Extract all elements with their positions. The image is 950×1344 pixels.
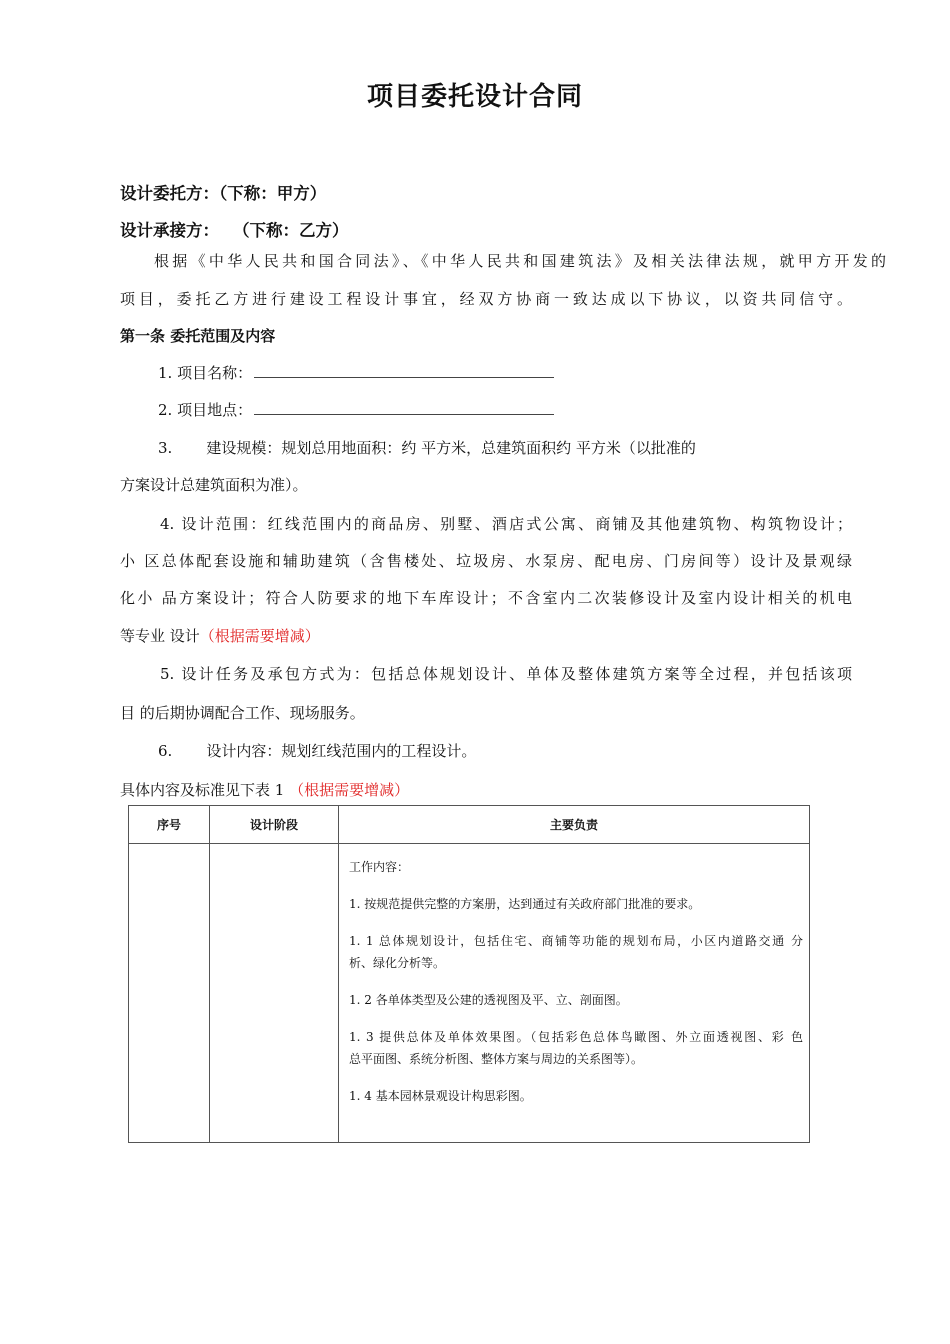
table-intro-text: 具体内容及标准见下表 1 [120,781,285,799]
item-6-number: 6. [158,742,173,760]
design-scope-table [128,805,810,1143]
item-6-text: 设计内容：规划红线范围内的工程设计。 [206,742,477,760]
preamble-line-2: 项目，委托乙方进行建设工程设计事宜，经双方协商一致达成以下协议，以资共同信守。 [120,290,852,308]
item-1-label: 1. 项目名称： [158,364,253,382]
header-responsibility: 主要负责 [339,806,810,844]
work-item-1-1 [349,932,803,972]
item-4-line-2: 小 区总体配套设施和辅助建筑（含售楼处、垃圾房、水泵房、配电房、门房间等）设计及景观绿 [120,552,852,570]
article-1-heading: 第一条 委托范围及内容 [120,327,276,345]
party-b-note: （下称：乙方） [233,221,349,240]
work-item-1-4: 1. 4 基本园林景观设计构思彩图。 [349,1089,532,1103]
item-3-text: 建设规模：规划总用地面积：约 平方米，总建筑面积约 平方米（以批准的 [206,439,696,457]
item-4-note: （根据需要增减） [199,627,320,645]
cell-seq [129,844,210,1143]
item-4-text: 等专业 设计 [120,627,200,645]
project-name-blank[interactable] [254,363,554,378]
item-2-label: 2. 项目地点： [158,401,253,419]
party-b-label: 设计承接方： [120,221,219,240]
party-a-line [120,180,326,204]
work-item-1-1-line-a: 1. 1 总体规划设计，包括住宅、商铺等功能的规划布局，小区内道路交通 分 [349,934,803,948]
table-intro-note: （根据需要增减） [289,781,410,799]
project-location-blank[interactable] [254,400,554,415]
item-4-line-1: 4. 设计范围：红线范围内的商品房、别墅、酒店式公寓、商铺及其他建筑物、构筑物设计； [160,515,852,533]
item-5-line-1: 5. 设计任务及承包方式为：包括总体规划设计、单体及整体建筑方案等全过程，并包括该项 [160,665,852,683]
work-item-1-3 [349,1028,803,1068]
item-3-number: 3. [158,439,173,457]
item-1-project-name [120,362,890,383]
header-stage: 设计阶段 [210,806,339,844]
work-item-1-2: 1. 2 各单体类型及公建的透视图及平、立、剖面图。 [349,993,628,1007]
header-seq: 序号 [129,806,210,844]
cell-responsibility [339,844,810,1143]
work-item-1-1-line-b: 析、绿化分析等。 [349,956,446,970]
table-header-row [129,806,810,844]
item-4-line-4 [120,625,852,646]
item-3-line-2: 方案设计总建筑面积为准）。 [120,476,308,494]
work-item-1-3-line-b: 总平面图、系统分析图、整体方案与周边的关系图等）。 [349,1052,644,1066]
item-4-line-3: 化小 品方案设计；符合人防要求的地下车库设计；不含室内二次装修设计及室内设计相关的机电 [120,589,852,607]
party-a-label: 设计委托方： [120,184,219,203]
table-intro [120,779,852,800]
work-content-label: 工作内容： [349,860,410,874]
work-item-1: 1. 按规范提供完整的方案册，达到通过有关政府部门批准的要求。 [349,897,701,911]
work-item-1-3-line-a: 1. 3 提供总体及单体效果图。（包括彩色总体鸟瞰图、外立面透视图、彩 色 [349,1030,803,1044]
item-3-line-1 [120,437,890,458]
document-title: 项目委托设计合同 [366,82,583,112]
item-6-line [120,740,890,761]
cell-stage [210,844,339,1143]
item-5-line-2: 目 的后期协调配合工作、现场服务。 [120,704,365,722]
item-2-project-location [120,399,890,420]
preamble-line-1: 根据《中华人民共和国合同法》、《中华人民共和国建筑法》及相关法律法规，就甲方开发的 [154,252,886,270]
table-row [129,844,810,1143]
party-a-note: （下称：甲方） [219,184,327,203]
party-b-line [120,217,349,241]
